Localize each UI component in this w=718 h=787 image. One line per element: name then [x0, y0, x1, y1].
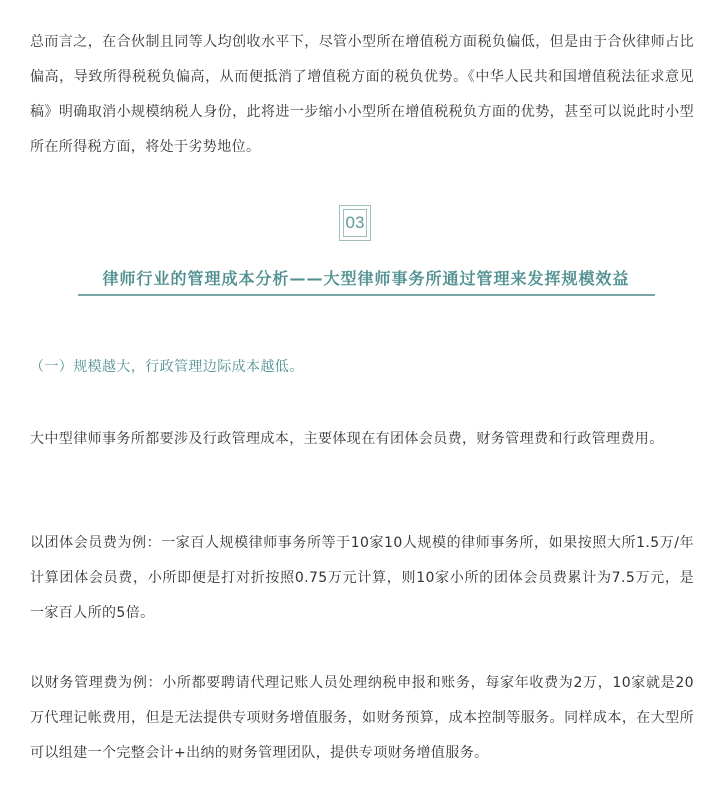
section-title-underline	[78, 294, 655, 296]
finance-fee-paragraph: 以财务管理费为例：小所都要聘请代理记账人员处理纳税申报和账务，每家年收费为2万，10家就是20万代理记帐费用，但是无法提供专项财务增值服务，如财务预算，成本控制等服务。同样成本，在大型所可以组建一个完整会计+出纳的财务管理团队，提供专项财务增值服务。	[30, 675, 694, 761]
membership-fee-paragraph: 以团体会员费为例：一家百人规模律师事务所等于10家10人规模的律师事务所，如果按照大所1.5万/年计算团体会员费，小所即便是打对折按照0.75万元计算，则10家小所的团体会员费累计为7.5万元，是一家百人所的5倍。	[30, 535, 694, 621]
summary-paragraph: 总而言之，在合伙制且同等人均创收水平下，尽管小型所在增值税方面税负偏低，但是由于合伙律师占比偏高，导致所得税税负偏高，从而便抵消了增值税方面的税负优势。《中华人民共和国增值税法征求意见稿》明确取消小规模纳税人身份，此将进一步缩小小型所在增值税税负方面的优势，甚至可以说此时小型所在所得税方面，将处于劣势地位。	[30, 34, 694, 155]
intro-paragraph: 大中型律师事务所都要涉及行政管理成本，主要体现在有团体会员费，财务管理费和行政管理费用。	[30, 431, 664, 447]
section-number-badge	[339, 205, 371, 241]
section-number: 03	[343, 209, 367, 237]
section-title: 律师行业的管理成本分析——大型律师事务所通过管理来发挥规模效益	[102, 269, 630, 288]
subheading: （一）规模越大，行政管理边际成本越低。	[30, 359, 304, 375]
